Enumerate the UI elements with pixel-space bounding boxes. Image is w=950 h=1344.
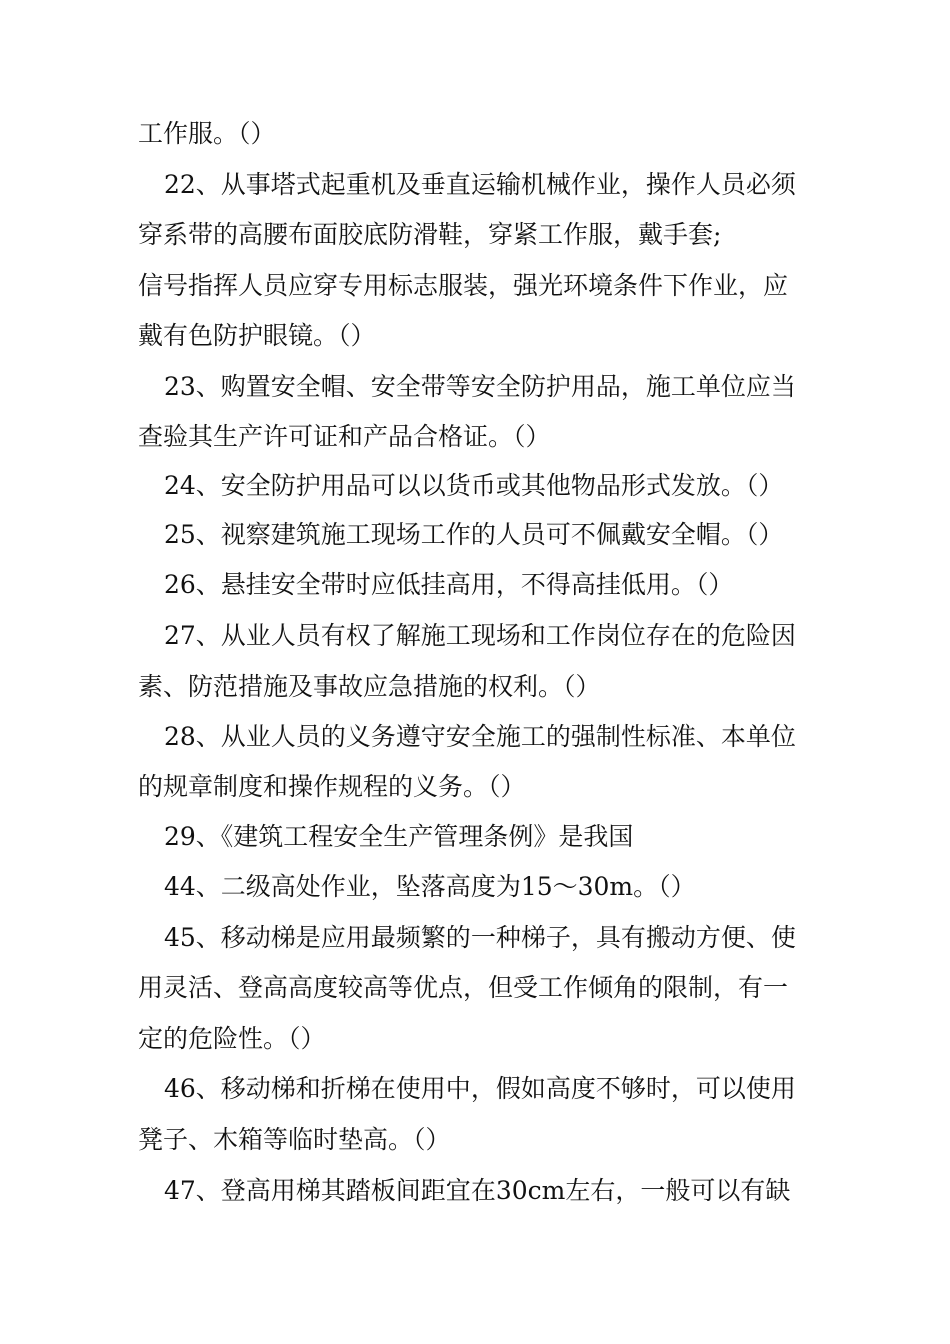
question-22-line-1: 22、从事塔式起重机及垂直运输机械作业，操作人员必须 bbox=[164, 170, 796, 199]
question-46-line-1: 46、移动梯和折梯在使用中，假如高度不够时，可以使用 bbox=[164, 1074, 796, 1103]
question-26: 26、悬挂安全带时应低挂高用，不得高挂低用。（） bbox=[164, 570, 734, 599]
text-line: 查验其生产许可证和产品合格证。（） bbox=[138, 422, 551, 451]
text-line: 的规章制度和操作规程的义务。（） bbox=[138, 772, 526, 801]
text-line: 素、防范措施及事故应急措施的权利。（） bbox=[138, 672, 601, 701]
question-24: 24、安全防护用品可以以货币或其他物品形式发放。（） bbox=[164, 471, 784, 500]
question-27-line-1: 27、从业人员有权了解施工现场和工作岗位存在的危险因 bbox=[164, 621, 796, 650]
question-45-line-1: 45、移动梯是应用最频繁的一种梯子，具有搬动方便、使 bbox=[164, 923, 796, 952]
text-line: 工作服。（） bbox=[138, 119, 276, 148]
text-line: 凳子、木箱等临时垫高。（） bbox=[138, 1125, 451, 1154]
text-line: 用灵活、登高高度较高等优点，但受工作倾角的限制，有一 bbox=[138, 973, 789, 1002]
text-line: 戴有色防护眼镜。（） bbox=[138, 321, 376, 350]
question-25: 25、视察建筑施工现场工作的人员可不佩戴安全帽。（） bbox=[164, 520, 784, 549]
question-29: 29、《建筑工程安全生产管理条例》是我国 bbox=[164, 822, 634, 851]
text-line: 信号指挥人员应穿专用标志服装，强光环境条件下作业，应 bbox=[138, 271, 789, 300]
question-28-line-1: 28、从业人员的义务遵守安全施工的强制性标准、本单位 bbox=[164, 722, 796, 751]
question-23-line-1: 23、购置安全帽、安全带等安全防护用品，施工单位应当 bbox=[164, 372, 796, 401]
text-line: 穿系带的高腰布面胶底防滑鞋，穿紧工作服，戴手套; bbox=[138, 220, 722, 249]
question-47-line-1: 47、登高用梯其踏板间距宜在30cm左右，一般可以有缺 bbox=[164, 1176, 791, 1205]
question-44: 44、二级高处作业，坠落高度为15〜30m。（） bbox=[164, 872, 696, 901]
text-line: 定的危险性。（） bbox=[138, 1024, 326, 1053]
